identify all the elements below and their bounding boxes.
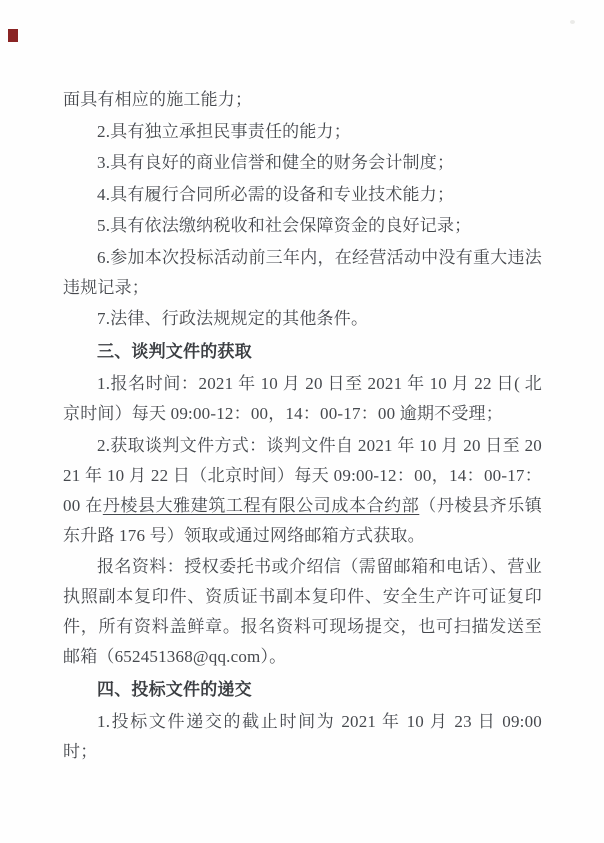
text-run: 3.具有良好的商业信誉和健全的财务会计制度； — [97, 153, 455, 172]
paragraph — [63, 369, 542, 429]
paragraph — [63, 431, 542, 551]
text-run: 1.投标文件递交的截止时间为 2021 年 10 月 23 日 09:00 时； — [63, 712, 542, 761]
paragraph — [63, 180, 542, 210]
section-heading — [63, 675, 542, 705]
text-run: 2.获取谈判文件方式：谈判文件自 2021 年 10 月 20 日至 2021 年 10 月 22 日（北京时间）每天 09:00-12：00，14：00-17：00 在 — [63, 435, 542, 515]
red-scan-mark — [8, 29, 18, 42]
paragraph — [63, 552, 542, 672]
text-run: 5.具有依法缴纳税收和社会保障资金的良好记录； — [97, 216, 472, 235]
document-text-block — [63, 85, 542, 769]
paragraph — [63, 117, 542, 147]
text-run: 面具有相应的施工能力； — [63, 90, 253, 109]
scan-smudge — [570, 20, 575, 24]
paragraph — [63, 211, 542, 241]
text-run: 四、投标文件的递交 — [97, 679, 252, 699]
underlined-company-name: 丹棱县大雅建筑工程有限公司成本合约部 — [102, 495, 420, 515]
text-run: 7.法律、行政法规规定的其他条件。 — [97, 309, 369, 328]
paragraph — [63, 707, 542, 767]
text-run: 6.参加本次投标活动前三年内，在经营活动中没有重大违法违规记录； — [63, 247, 542, 297]
text-run: 1.报名时间：2021 年 10 月 20 日至 2021 年 10 月 22 日( 北京时间）每天 09:00-12：00，14：00-17：00 逾期不受理； — [63, 374, 542, 423]
paragraph — [63, 304, 542, 334]
section-heading — [63, 337, 542, 367]
text-run: 2.具有独立承担民事责任的能力； — [97, 121, 351, 141]
text-run: 三、谈判文件的获取 — [97, 341, 252, 361]
paragraph — [63, 85, 542, 115]
text-run: 报名资料：授权委托书或介绍信（需留邮箱和电话）、营业执照副本复印件、资质证书副本复印件、安全生产许可证复印件，所有资料盖鲜章。报名资料可现场提交，也可扫描发送至邮箱（652451368@qq.com）。 — [63, 557, 542, 666]
text-run: 4.具有履行合同所必需的设备和专业技术能力； — [97, 184, 455, 204]
paragraph — [63, 148, 542, 178]
text-run: （丹棱县齐乐镇东升路 176 号）领取或通过网络邮箱方式获取。 — [63, 495, 542, 545]
paragraph — [63, 243, 542, 303]
